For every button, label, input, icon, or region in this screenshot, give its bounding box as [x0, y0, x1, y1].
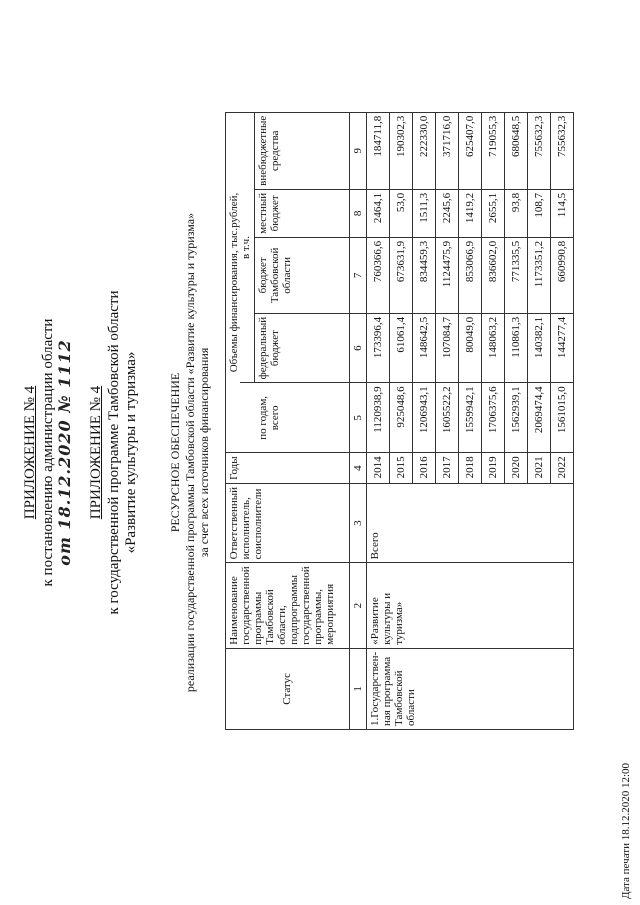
year-cell: 2018: [458, 453, 481, 484]
header-name: Наименование государственной программы Тамбовской области, подпрограммы государственной программы, мероприятия: [226, 563, 350, 648]
extra-cell: 680648,5: [504, 112, 527, 189]
extra-cell: 222330,0: [412, 112, 435, 189]
local-cell: 2464,1: [366, 189, 389, 237]
header-extra: внебюджетные средства: [255, 112, 350, 189]
local-cell: 2655,1: [481, 189, 504, 237]
federal-cell: 144277,4: [550, 313, 573, 383]
federal-cell: 110861,3: [504, 313, 527, 383]
header-total: по годам, всего: [255, 383, 350, 453]
regional-cell: 1124475,9: [435, 237, 458, 313]
regional-cell: 660990,8: [550, 237, 573, 313]
year-cell: 2015: [389, 453, 412, 484]
extra-cell: 719055,3: [481, 112, 504, 189]
header-executor: Ответственный исполнитель, соисполнители: [226, 483, 350, 562]
annex1-title: ПРИЛОЖЕНИЕ № 4: [22, 385, 38, 520]
local-cell: 108,7: [527, 189, 550, 237]
colnum: 8: [349, 189, 366, 237]
annex2-line1: к государственной программе Тамбовской области: [106, 290, 122, 615]
local-cell: 1511,3: [412, 189, 435, 237]
local-cell: 1419,2: [458, 189, 481, 237]
header-row-1: [226, 112, 241, 729]
colnum: 7: [349, 237, 366, 313]
local-cell: 114,5: [550, 189, 573, 237]
column-number-row: [349, 112, 366, 729]
annex2-title: ПРИЛОЖЕНИЕ № 4: [88, 385, 104, 520]
regional-cell: 771335,5: [504, 237, 527, 313]
annex1-line: к постановлению администрации области: [40, 318, 56, 587]
federal-cell: 148063,2: [481, 313, 504, 383]
section-title: РЕСУРСНОЕ ОБЕСПЕЧЕНИЕ: [168, 372, 182, 533]
table-row: [366, 112, 389, 729]
extra-cell: 184711,8: [366, 112, 389, 189]
header-status: Статус: [226, 648, 350, 729]
header-years: Годы: [226, 453, 350, 484]
local-cell: 93,8: [504, 189, 527, 237]
total-cell: 1562939,1: [504, 383, 527, 453]
colnum: 2: [349, 563, 366, 648]
regional-cell: 853066,9: [458, 237, 481, 313]
federal-cell: 140382,1: [527, 313, 550, 383]
colnum: 6: [349, 313, 366, 383]
federal-cell: 107084,7: [435, 313, 458, 383]
total-cell: 925048,6: [389, 383, 412, 453]
year-cell: 2016: [412, 453, 435, 484]
year-cell: 2014: [366, 453, 389, 484]
year-cell: 2022: [550, 453, 573, 484]
status-cell: 1.Государствен-ная программа Тамбовской области: [366, 648, 573, 729]
federal-cell: 173396,4: [366, 313, 389, 383]
colnum: 5: [349, 383, 366, 453]
total-cell: 1706375,6: [481, 383, 504, 453]
colnum: 1: [349, 648, 366, 729]
header-regional: бюджет Тамбовской области: [255, 237, 350, 313]
print-date: Дата печати 18.12.2020 12:00: [620, 762, 632, 899]
annex1-handwritten-date-number: [56, 0, 74, 905]
program-name-cell: «Развитие культуры и туризма»: [366, 563, 573, 648]
colnum: 4: [349, 453, 366, 484]
year-cell: 2017: [435, 453, 458, 484]
resource-table: [225, 112, 574, 730]
regional-cell: 836602,0: [481, 237, 504, 313]
total-cell: 1206943,1: [412, 383, 435, 453]
extra-cell: 755632,3: [527, 112, 550, 189]
extra-cell: 371716,0: [435, 112, 458, 189]
section-subtitle: реализации государственной программы Тамбовской области «Развитие культуры и туризма»: [183, 212, 197, 693]
total-cell: 1559942,1: [458, 383, 481, 453]
header-incl: в т.ч.: [240, 112, 255, 383]
annex2-line2: «Развитие культуры и туризма»: [123, 351, 139, 554]
federal-cell: 80049,0: [458, 313, 481, 383]
header-volumes: Объемы финансирования, тыс.рублей,: [226, 112, 241, 453]
executor-cell: Всего: [366, 483, 573, 562]
colnum: 9: [349, 112, 366, 189]
colnum: 3: [349, 483, 366, 562]
total-cell: 1120938,9: [366, 383, 389, 453]
year-cell: 2020: [504, 453, 527, 484]
section-sources: за счет всех источников финансирования: [197, 347, 211, 558]
regional-cell: 673631,9: [389, 237, 412, 313]
federal-cell: 61061,4: [389, 313, 412, 383]
handwritten-signature-text: от 18.12.2020 № 1112: [55, 339, 74, 566]
local-cell: 2245,6: [435, 189, 458, 237]
local-cell: 53,0: [389, 189, 412, 237]
extra-cell: 755632,3: [550, 112, 573, 189]
total-cell: 2069474,4: [527, 383, 550, 453]
header-spacer: [240, 383, 255, 453]
header-federal: федеральный бюджет: [255, 313, 350, 383]
extra-cell: 190302,3: [389, 112, 412, 189]
total-cell: 1605522,2: [435, 383, 458, 453]
year-cell: 2021: [527, 453, 550, 484]
regional-cell: 760366,6: [366, 237, 389, 313]
total-cell: 1561015,0: [550, 383, 573, 453]
federal-cell: 148642,5: [412, 313, 435, 383]
extra-cell: 625407,0: [458, 112, 481, 189]
year-cell: 2019: [481, 453, 504, 484]
header-local: местный бюджет: [255, 189, 350, 237]
regional-cell: 1173351,2: [527, 237, 550, 313]
regional-cell: 834459,3: [412, 237, 435, 313]
